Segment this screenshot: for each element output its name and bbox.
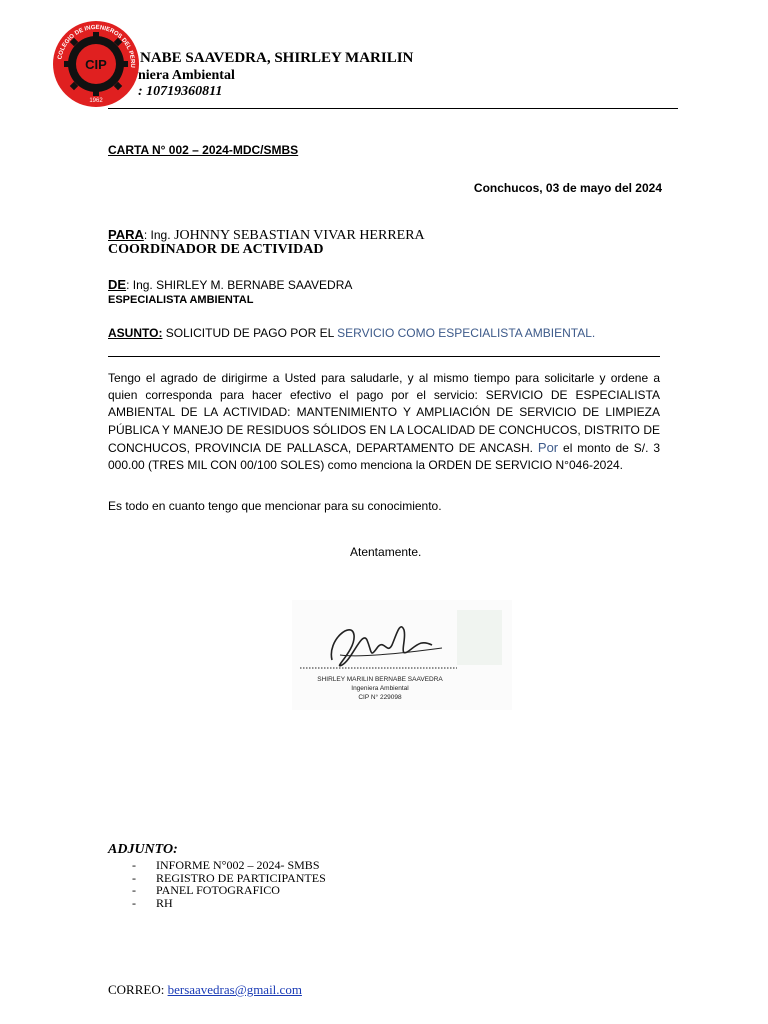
header-divider: [108, 108, 678, 109]
list-item: - INFORME N°002 – 2024- SMBS: [132, 858, 320, 872]
asunto-text: SOLICITUD DE PAGO POR EL: [162, 326, 338, 340]
email-label: CORREO:: [108, 982, 168, 997]
signature-role: Ingeniera Ambiental: [351, 685, 409, 692]
recipient-name: JOHNNY SEBASTIAN VIVAR HERRERA: [170, 228, 425, 243]
list-bullet: -: [132, 883, 136, 897]
de-label: DE: [108, 277, 127, 292]
letter-number: CARTA N° 002 – 2024-MDC/SMBS: [108, 143, 299, 157]
closing-text: Es todo en cuanto tengo que mencionar para su conocimiento.: [108, 499, 442, 513]
attachments-title: ADJUNTO:: [108, 842, 178, 857]
email-link[interactable]: bersaavedras@gmail.com: [167, 982, 302, 997]
logo-ring-text: COLEGIO DE INGENIEROS DEL PERU: [57, 24, 136, 68]
sender-line: [108, 277, 352, 292]
letter-date: Conchucos, 03 de mayo del 2024: [473, 181, 662, 195]
sender-name: : Ing. SHIRLEY M. BERNABE SAAVEDRA: [126, 278, 353, 292]
signature-caption: [300, 675, 460, 702]
cip-logo: [52, 20, 140, 108]
body-por: Por: [537, 439, 559, 455]
list-item: - RH: [132, 895, 173, 910]
sender-role: ESPECIALISTA AMBIENTAL: [108, 294, 254, 306]
asunto-label: ASUNTO:: [108, 326, 163, 340]
recipient-role: COORDINADOR DE ACTIVIDAD: [108, 242, 324, 257]
regards-text: Atentamente.: [350, 545, 422, 559]
para-ing: : Ing.: [143, 228, 171, 242]
letterhead-ruc: : 10719360811: [138, 84, 223, 99]
list-item: - PANEL FOTOGRAFICO: [132, 883, 280, 897]
signature-cip: CIP N° 229098: [358, 694, 402, 701]
list-bullet: -: [132, 858, 136, 872]
logo-year: 1962: [89, 98, 103, 104]
letterhead-name: NABE SAAVEDRA, SHIRLEY MARILIN: [140, 50, 414, 66]
asunto-highlight: SERVICIO COMO ESPECIALISTA AMBIENTAL.: [337, 326, 596, 340]
letterhead-role: niera Ambiental: [138, 68, 235, 83]
body-part-2: el monto de S/. 3 000.00 (TRES MIL CON 00/100 SOLES) como menciona la ORDEN DE SERVICIO N°046-2024.: [108, 440, 660, 473]
letter-body: [108, 370, 660, 474]
body-part-1: Tengo el agrado de dirigirme a Usted para saludarle, y al mismo tiempo para solicitarle y ordene a quien corresponda para hacer efectivo el pago por el servicio: SERVICIO DE ESPECIALISTA AMBIENTAL DE LA ACTIVIDAD: MANTENIMIENTO Y AMPLIACIÓN DE SERVICIO DE LIMPIEZA PÚBLICA Y MANEJO DE RESIDUOS SÓLIDOS EN LA LOCALIDAD DE CONCHUCOS, DISTRITO DE CONCHUCOS, PROVINCIA DE PALLASCA, DEPARTAMENTO DE ANCASH.: [108, 371, 660, 455]
footer-email-line: [108, 982, 302, 998]
list-item: - REGISTRO DE PARTICIPANTES: [132, 870, 326, 885]
logo-monogram: CIP: [85, 57, 107, 72]
signature-name: SHIRLEY MARILIN BERNABE SAAVEDRA: [317, 676, 443, 683]
attachments-list: [108, 859, 326, 909]
para-label: PARA: [108, 227, 144, 242]
subject-line: [108, 326, 595, 340]
subject-divider: [108, 356, 660, 357]
list-bullet: -: [132, 870, 136, 885]
list-bullet: -: [132, 895, 136, 910]
